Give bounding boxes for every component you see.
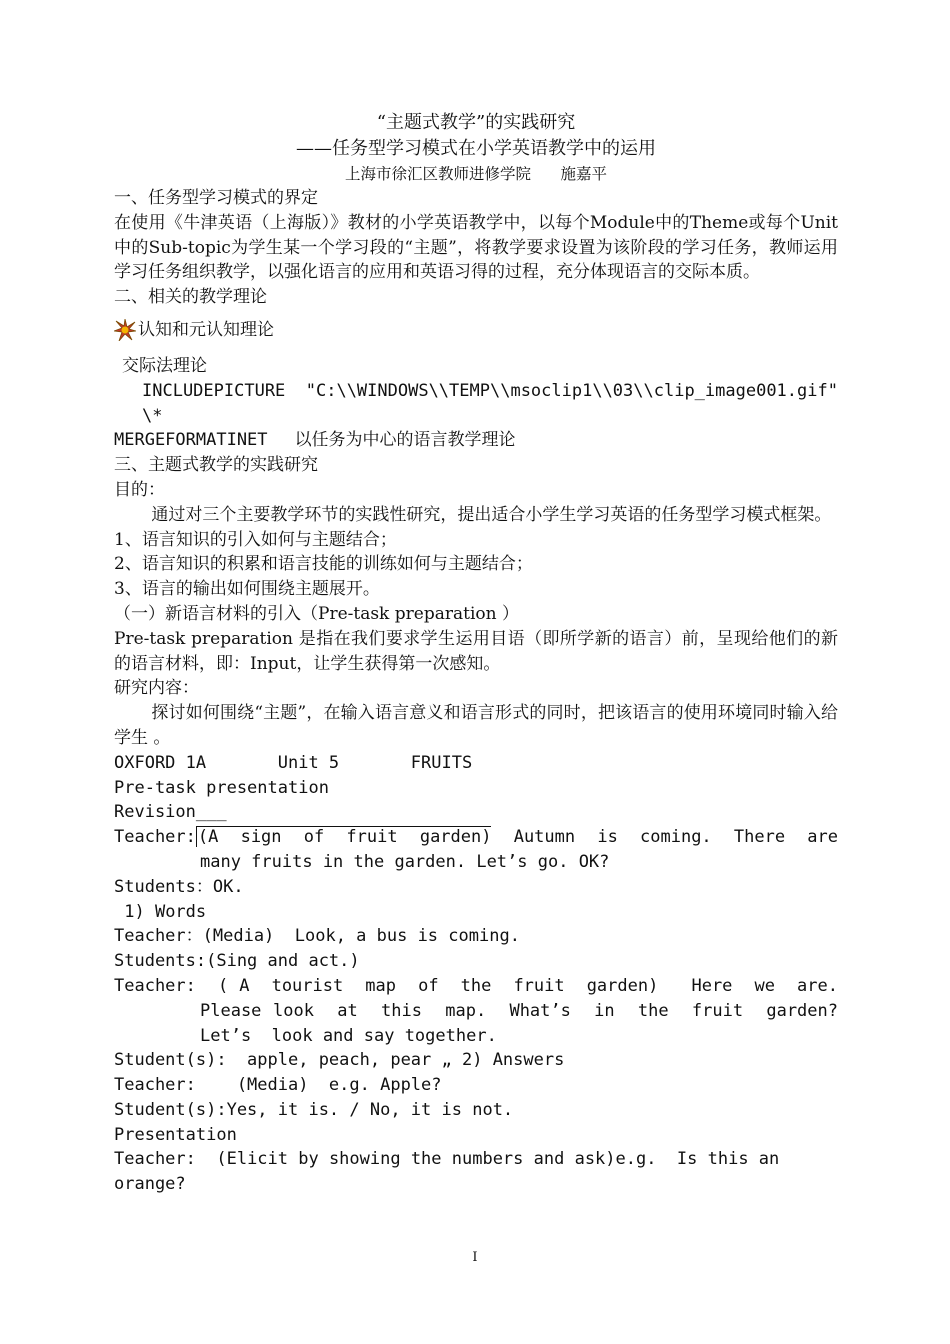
section-2-heading: 二、相关的教学理论 [114,287,267,308]
student-line-3: Student(s): apple, peach, pear „ 2) Answers [114,1050,565,1071]
teacher-line-3-text: ( A tourist map of the fruit garden) Here we are. Please look at this map. What’s in the fruit garden? Let’s look and say together. [200,975,859,1046]
teacher-line-5 [114,1147,838,1197]
author-line [114,162,838,186]
words-heading: 1) Words [114,901,207,922]
point-1: 1、语言知识的引入如何与主题结合； [114,529,397,550]
teacher-line-1-text: Autumn is coming. There are many fruits in the garden. Let’s go. OK? [200,827,859,872]
document-title: “主题式教学”的实践研究 [376,112,576,133]
theory-1: 认知和元认知理论 [138,319,274,340]
point-3: 3、语言的输出如何围绕主题展开。 [114,579,380,600]
teacher-line-5-text: (Elicit by showing the numbers and ask)e.g. Is this an orange? [114,1149,790,1195]
teacher-line-3 [114,974,859,1048]
subsection-1-heading: （一）新语言材料的引入（Pre-task preparation ） [114,603,519,624]
merge-line [114,428,838,453]
research-body: 探讨如何围绕“主题”，在输入语言意义和语言形式的同时，把该语言的使用环境同时输入给学生 。 [114,703,838,748]
student-line-1: Students：OK. [114,876,244,897]
purpose-body: 通过对三个主要教学环节的实践性研究，提出适合小学生学习英语的任务型学习模式框架。 [151,504,832,525]
research-label: 研究内容： [114,678,199,699]
pretask-heading: Pre-task presentation [114,777,329,798]
author-org: 上海市徐汇区教师进修学院 [344,165,531,183]
teacher-line-2: Teacher：(Media) Look, a bus is coming. [114,926,520,947]
document-page [114,110,859,1197]
subsection-1-body: Pre-task preparation 是指在我们要求学生运用目语（即所学新的语言）前，呈现给他们的新的语言材料，即：Input，让学生获得第一次感知。 [114,628,838,674]
merge-format-field: MERGEFORMATINET [114,430,268,451]
teacher-line-1 [114,825,859,875]
star-burst-icon [114,319,136,341]
theory-1-row [114,316,838,344]
section-1-body: 在使用《牛津英语（上海版）》教材的小学英语教学中，以每个Module中的Theme或每个Unit中的Sub-topic为学生某一个学习段的“主题”，将教学要求设置为该阶段的学习任务，教师运用学习任务组织教学，以强化语言的应用和英语习得的过程，充分体现语言的交际本质。 [114,212,838,283]
revision-label: Revision [114,802,196,823]
student-line-4: Student(s):Yes, it is. / No, it is not. [114,1099,514,1120]
theory-3: 以任务为中心的语言教学理论 [294,430,516,451]
teacher-label: Teacher: [114,827,196,848]
purpose-label: 目的： [114,479,165,500]
theory-2: 交际法理论 [122,355,207,376]
author-name: 施嘉平 [560,165,608,183]
section-3-heading: 三、主题式教学的实践研究 [114,455,318,476]
point-2: 2、语言知识的积累和语言技能的训练如何与主题结合； [114,554,533,575]
revision-blank: ___ [195,802,227,823]
include-picture-field: INCLUDEPICTURE "C:\\WINDOWS\\TEMP\\msoclip1\\03\\clip_image001.gif" \* [142,380,859,426]
stage-cue: (A sign of fruit garden) [197,827,492,848]
course-line: OXFORD 1A Unit 5 FRUITS [114,752,473,773]
teacher-label: Teacher: [114,1149,196,1170]
presentation-heading: Presentation [114,1124,237,1145]
teacher-line-4: Teacher: (Media) e.g. Apple? [114,1075,442,1096]
teacher-label: Teacher: [114,975,196,996]
document-subtitle: ——任务型学习模式在小学英语教学中的运用 [296,138,656,159]
page-number: I [472,1250,478,1265]
revision-heading [114,800,838,825]
section-1-heading: 一、任务型学习模式的界定 [114,188,318,208]
student-line-2: Students:(Sing and act.) [114,951,360,972]
